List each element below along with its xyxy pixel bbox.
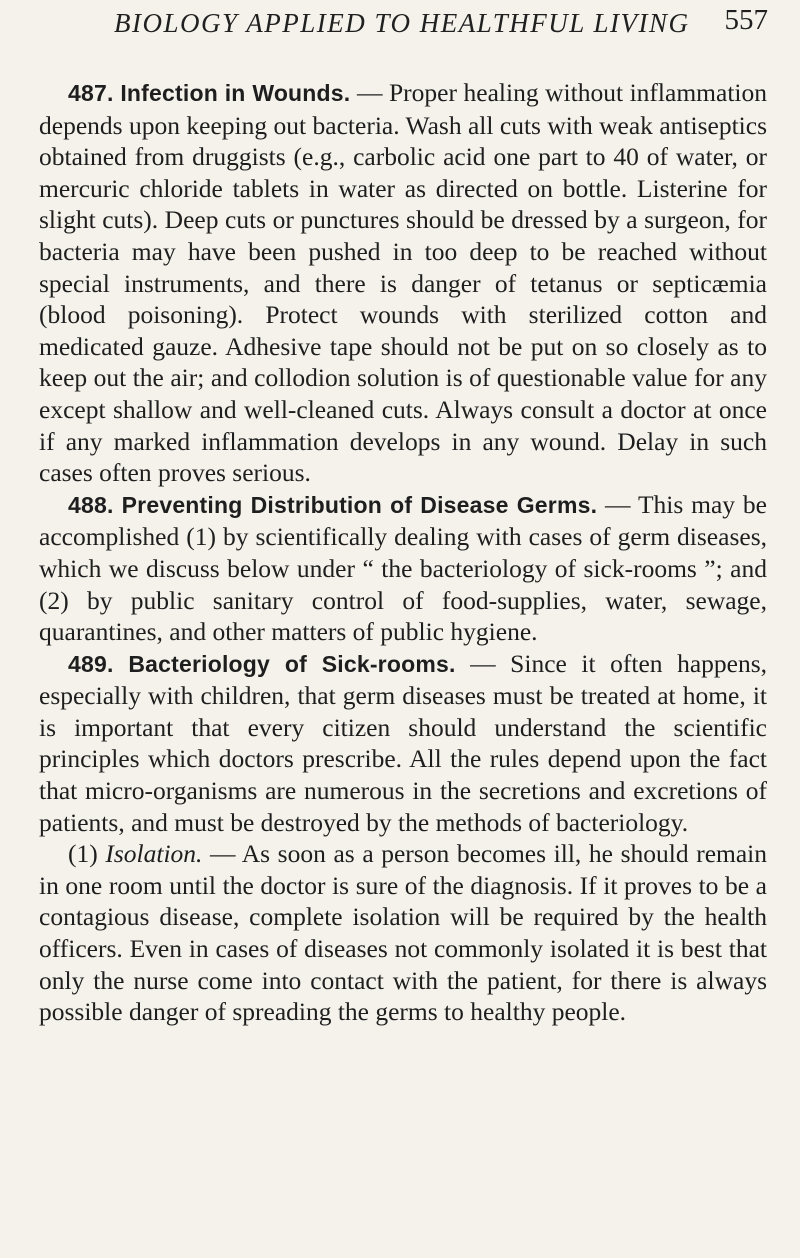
page-number: 557	[724, 4, 768, 36]
isolation-paragraph	[39, 838, 767, 1028]
running-head	[108, 4, 768, 48]
section-487-paragraph	[39, 77, 767, 489]
running-head-title: BIOLOGY APPLIED TO HEALTHFUL LIVING	[114, 8, 690, 38]
section-body: — Proper healing without inflammation depends upon keeping out bacteria. Wash all cuts with weak antiseptics obtained from druggists (e.g., carbolic acid one part to 40 of water, or mercuric chloride tablets in water as directed on bottle. Listerine for slight cuts). Deep cuts or punctures should be dressed by a surgeon, for bacteria may have been pushed in too deep to be reached without special instruments, and there is danger of tetanus or septicæmia (blood poisoning). Protect wounds with sterilized cotton and medicated gauze. Adhesive tape should not be put on so closely as to keep out the air; and collodion solution is of questionable value for any except shallow and well-cleaned cuts. Always consult a doctor at once if any marked inflammation develops in any wound. Delay in such cases often proves serious.	[39, 78, 767, 488]
section-body: — This may be accomplished (1) by scientifically dealing with cases of germ diseases, which we discuss below under “ the bacteriology of sick-rooms ”; and (2) by public sanitary control of food-supplies, water, sewage, quarantines, and other matters of public hygiene.	[39, 489, 767, 647]
section-body: — As soon as a person becomes ill, he should remain in one room until the doctor is sure of the diagnosis. If it proves to be a contagious disease, complete isolation will be required by the health officers. Even in cases of diseases not commonly isolated it is best that only the nurse come into contact with the patient, for there is always possible danger of spreading the germs to healthy people.	[39, 839, 768, 1027]
section-heading: 489. Bacteriology of Sick-rooms.	[68, 650, 456, 677]
section-heading: 487. Infection in Wounds.	[68, 80, 351, 106]
section-488-paragraph	[39, 489, 767, 648]
section-heading: 488. Preventing Distribution of Disease Germs.	[68, 491, 598, 518]
body-text	[39, 77, 767, 1028]
section-body: — Since it often happens, especially with children, that germ diseases must be treated at home, it is important that every citizen should understand the scientific principles which doctors prescribe. All the rules depend upon the fact that micro-organisms are numerous in the secretions and excretions of patients, and must be destroyed by the methods of bacteriology.	[39, 648, 767, 837]
subsection-heading: Isolation.	[105, 839, 203, 869]
list-number: (1)	[68, 839, 106, 869]
section-489-paragraph	[39, 648, 767, 839]
